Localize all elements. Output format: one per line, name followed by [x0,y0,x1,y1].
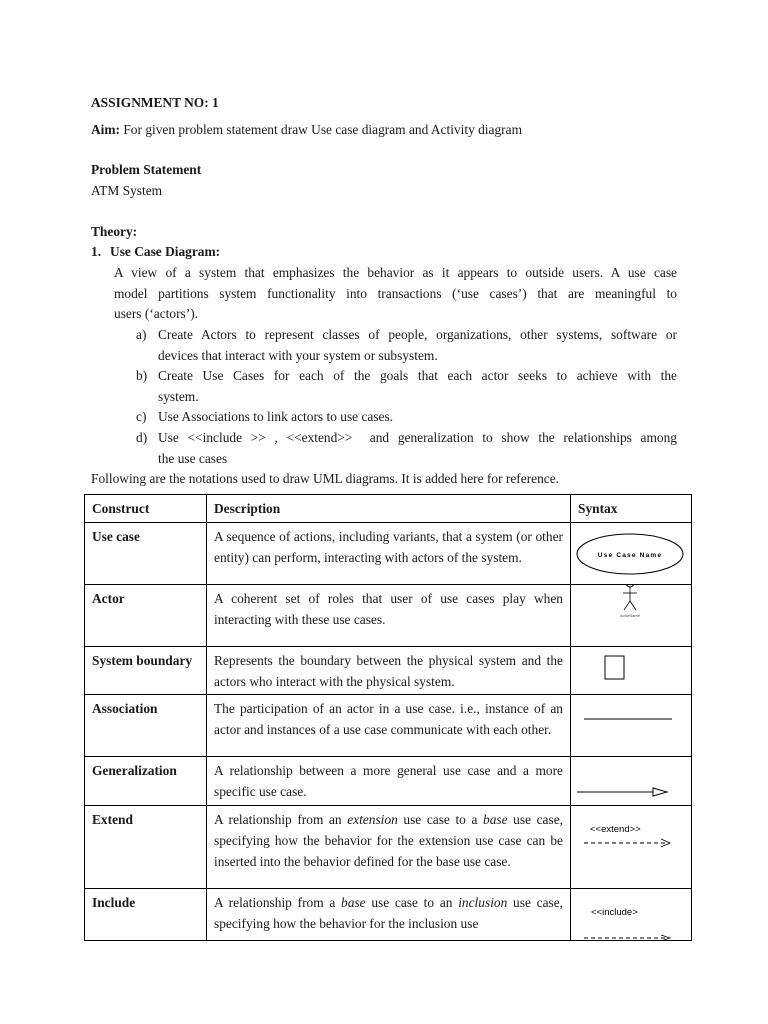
construct-cell: Use case [85,522,207,584]
syntax-cell [571,805,692,888]
description-cell: Represents the boundary between the physical system and the actors who interact with the physical system. [207,646,571,695]
notation-table [84,494,692,941]
include-dependency-icon [571,889,692,941]
list-item-line: system. [158,389,199,404]
theory-paragraph-line: users (‘actors’). [114,306,199,321]
table-header: Construct [85,495,207,523]
table-row [85,888,692,940]
list-marker: a) [136,327,147,342]
table-header: Syntax [571,495,692,523]
construct-cell: Actor [85,584,207,646]
extend-dependency-icon [571,806,692,889]
list-item-line: Create Actors to represent classes of people, organizations, other systems, software or [158,327,677,342]
table-row [85,522,692,584]
table-row [85,805,692,888]
association-line-icon [571,695,692,757]
assignment-heading: ASSIGNMENT NO: 1 [91,95,219,110]
theory-label: Theory: [91,224,138,239]
description-cell: A relationship from a base use case to an inclusion use case, specifying how the behavior for the inclusion use [207,888,571,940]
syntax-cell [571,757,692,806]
use-case-ellipse-icon [571,523,692,585]
aim-line [91,122,522,138]
actor-stick-figure-icon [571,585,692,647]
syntax-cell [571,646,692,695]
list-item-line: Create Use Cases for each of the goals that each actor seeks to achieve with the [158,368,677,383]
description-cell: A sequence of actions, including variants, that a system (or other entity) can perform, interacting with actors of the system. [207,522,571,584]
description-cell: The participation of an actor in a use case. i.e., instance of an actor and instances of a use case communicate with each other. [207,695,571,757]
list-marker: d) [136,430,148,445]
syntax-cell [571,695,692,757]
syntax-cell [571,584,692,646]
use-case-name-label: Use Case Name [597,551,663,559]
include-label: <<include> [591,906,638,918]
construct-cell: System boundary [85,646,207,695]
description-cell: A relationship from an extension use case to a base use case, specifying how the behavior for the extension use case can be inserted into the behavior defined for the base use case. [207,805,571,888]
list-item-line: the use cases [158,451,228,466]
system-boundary-icon [571,647,692,689]
extend-label: <<extend>> [590,823,641,835]
list-item-line: Use Associations to link actors to use cases. [158,409,394,424]
list-item-line: Use <<include >> , <<extend>> and generalization to show the relationships among [158,430,677,445]
use-case-diagram-heading [91,244,220,260]
table-row [85,584,692,646]
table-row [85,695,692,757]
problem-statement-text: ATM System [91,183,163,198]
aim-label: Aim: [91,122,121,137]
table-row [85,757,692,806]
list-marker: c) [136,409,147,424]
syntax-cell [571,522,692,584]
table-row [85,646,692,695]
notation-intro: Following are the notations used to draw UML diagrams. It is added here for reference. [91,471,560,486]
theory-paragraph-line: A view of a system that emphasizes the behavior as it appears to outside users. A use case [114,265,677,280]
construct-cell: Generalization [85,757,207,806]
list-item-line: devices that interact with your system or subsystem. [158,348,438,363]
item-number: 1. [91,244,102,259]
problem-statement-label: Problem Statement [91,162,202,177]
theory-paragraph-line: model partitions system functionality into transactions (‘use cases’) that are meaningful to [114,286,677,301]
description-cell: A coherent set of roles that user of use cases play when interacting with these use cases. [207,584,571,646]
syntax-cell [571,888,692,940]
construct-cell: Extend [85,805,207,888]
table-header: Description [207,495,571,523]
actor-name-label: ActorName [619,612,641,618]
table-header-row [85,495,692,523]
description-cell: A relationship between a more general use case and a more specific use case. [207,757,571,806]
construct-cell: Include [85,888,207,940]
generalization-arrow-icon [571,757,692,799]
aim-text: For given problem statement draw Use case diagram and Activity diagram [120,122,522,137]
list-marker: b) [136,368,148,383]
construct-cell: Association [85,695,207,757]
item-title: Use Case Diagram: [110,244,221,259]
